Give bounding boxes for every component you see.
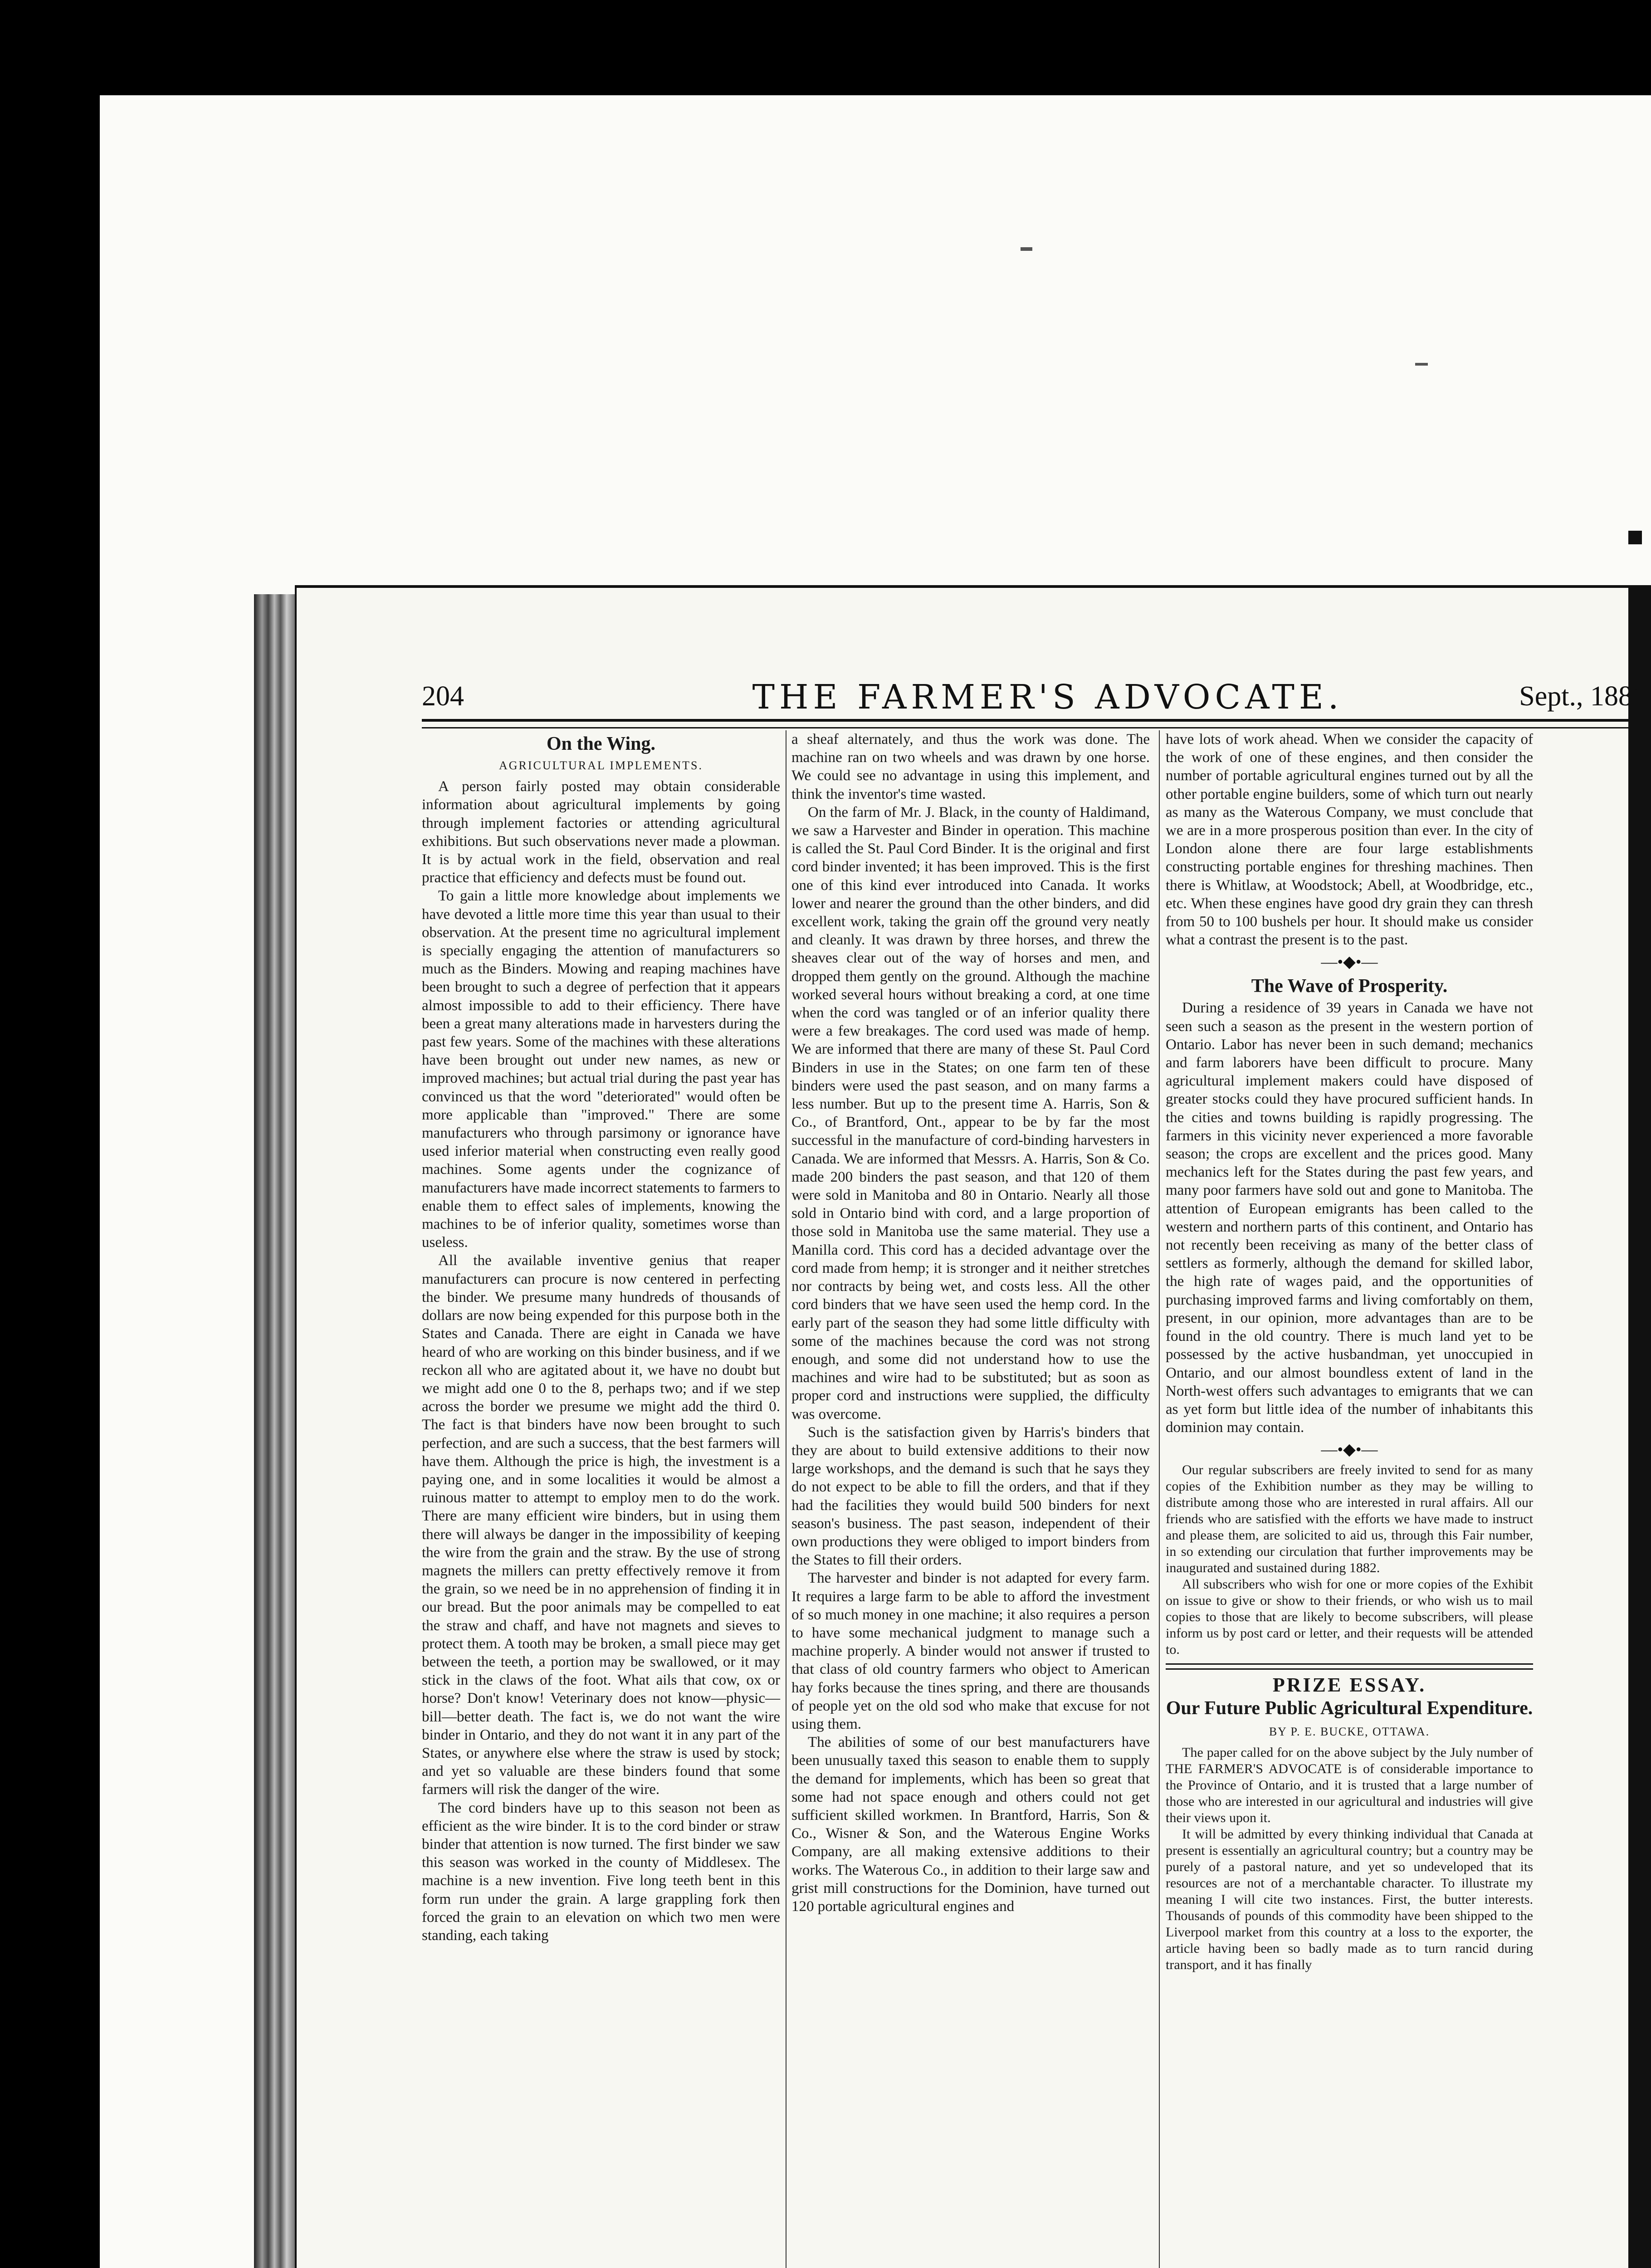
speck-mark — [1628, 531, 1642, 544]
paragraph: All the available inventive genius that reaper manufacturers can procure is now centered in perfecting the binder. We presume many hundreds of thousands of dollars are now being expended for this purpose both in the States and Canada. There are eight in Canada we have heard of who are working on this binder business, and if we reckon all who are agitated about it, we have no doubt but we might add one 0 to the 8, perhaps two; and if we step across the border we presume we might add the third 0. The fact is that binders have now been brought to such perfection, and are such a success, that the best farmers will have them. Although the price is high, the investment is a paying one, and in some localities it would be almost a ruinous matter to attempt to employ men to do the work. There are many efficient wire binders, but in using them there will always be danger in the impossibility of keeping the wire from the grain and the straw. By the use of strong magnets the millers can pretty effectively remove it from the grain, so we need be in no apprehension of finding it in our bread. But the poor animals may be compelled to eat the straw and chaff, and have not magnets and sieves to protect them. A tooth may be broken, a small piece may get between the teeth, a portion may be swallowed, or it may stick in the claws of the foot. What ails that cow, ox or horse? Don't know! Veterinary does not know—physic—bill—better death. The fact is, we do not want the wire binder in Ontario, and they do not want it in any part of the States, or anywhere else where the straw is used by stock; and yet so valuable are these binders found that some farmers will risk the danger of the wire. — [422, 1252, 780, 1798]
article-subtitle: AGRICULTURAL IMPLEMENTS. — [499, 759, 703, 772]
paragraph: a sheaf alternately, and thus the work was done. The machine ran on two wheels and was drawn by one horse. We could see no advantage in using this implement, and think the inventor's time wasted. — [791, 731, 1150, 802]
column-2 — [791, 730, 1150, 1916]
paragraph: During a residence of 39 years in Canada we have not seen such a season as the present in the western portion of Ontario. Labor has never been in such demand; mechanics and farm laborers have been difficult to procure. Many agricultural implement makers could have disposed of greater stocks could they have procured sufficient hands. In the cities and towns building is rapidly progressing. The farmers in this vicinity never experienced a more favorable season; the crops are excellent and the prices good. Many mechanics left for the States during the past few years, and many poor farmers have sold out and gone to Manitoba. The attention of European emigrants has been called to the western and northern parts of this continent, and Ontario has not recently been receiving as many of the better class of settlers as formerly, although the demand for skilled labor, the high rate of wages paid, and the opportunities of purchasing improved farms and living comfortably on them, present, in our opinion, more advantages than are to be found in the old country. There is much land yet to be possessed by the active husbandman, yet unoccupied in Ontario, and our almost boundless extent of land in the North-west offers such advantages to emigrants that we can as yet form but little idea of the number of inhabitants this dominion may contain. — [1166, 1000, 1533, 1436]
notice-paragraph: Our regular subscribers are freely invited to send for as many copies of the Exhibition number as they may be willing to distribute among those who are interested in rural affairs. All our friends who are satisfied with the efforts we have made to instruct and please them, are solicited to aid us, through this Fair number, in so extending our circulation that further improvements may be inaugurated and sustained during 1882. — [1166, 1462, 1533, 1576]
article-title: On the Wing. — [546, 733, 656, 754]
paragraph: On the farm of Mr. J. Black, in the county of Haldimand, we saw a Harvester and Binder in operation. This machine is called the St. Paul Cord Binder. It is the original and first cord binder invented; it has been improved. This is the first one of this kind ever introduced into Canada. It works lower and nearer the ground than the other binders, and did excellent work, taking the grain off the ground very neatly and cleanly. It was drawn by three horses, and threw the sheaves clear out of the way of horses and men, and dropped them gently on the ground. Although the machine worked several hours without breaking a cord, at one time when the cord was tangled or of an inferior quality there were a few breakages. The cord used was made of hemp. We are informed that there are many of these St. Paul Cord Binders in use in the States; on one farm ten of these binders were used the past season, and on many farms a less number. But up to the present time A. Harris, Son & Co., of Brantford, Ont., appear to be by far the most successful in the manufacture of cord-binding harvesters in Canada. We are informed that Messrs. A. Harris, Son & Co. made 200 binders the past season, and that 120 of them were sold in Manitoba and 80 in Ontario. Nearly all those sold in Ontario bind with cord, and a large proportion of those sold in Manitoba use the same material. They use a Manilla cord. This cord has a decided advantage over the cord made from hemp; it is stronger and it neither stretches nor contracts by being wet, and costs less. All the other cord binders that we have seen used the hemp cord. In the early part of the season they had some little difficulty with some of the machines because the cord was not strong enough, and some did not understand how to use the machines and wire had to be substituted; but as soon as proper cord and instructions were supplied, the difficulty was overcome. — [791, 804, 1150, 1422]
masthead-rule — [422, 719, 1646, 728]
paragraph: Such is the satisfaction given by Harris's binders that they are about to build extensive additions to their now large workshops, and the demand is such that he says they do not expect to be able to fill the orders, and that if they had the facilities they would build 500 binders for next season's business. The past season, independent of their own productions they were obliged to import binders from the States to fill their orders. — [791, 1424, 1150, 1569]
paragraph: have lots of work ahead. When we consider the capacity of the work of one of these engines, and then consider the number of portable agricultural engines turned out by all the other portable engine builders, some of which turn out nearly as many as the Waterous Company, we must conclude that we are in a more prosperous position than ever. In the city of London alone there are four large establishments constructing portable engines for threshing machines. Then there is Whitlaw, at Woodstock; Abell, at Woodbridge, etc., etc. When these engines have good dry grain they can thresh from 50 to 100 bushels per hour. It should make us consider what a contrast the present is to the past. — [1166, 731, 1533, 948]
page-number: 204 — [422, 681, 464, 712]
article-title: The Wave of Prosperity. — [1251, 976, 1448, 997]
column-divider — [1159, 730, 1160, 2268]
section-ornament: —•◆•— — [1321, 1440, 1378, 1459]
journal-title: THE FARMER'S ADVOCATE. — [752, 678, 1343, 717]
notice-paragraph: All subscribers who wish for one or more copies of the Exhibit on issue to give or show to their friends, or who wish us to mail copies to those that are likely to become subscribers, will please inform us by post card or letter, and their requests will be attended to. — [1166, 1577, 1533, 1657]
paragraph: It will be admitted by every thinking individual that Canada at present is essentially an agricultural country; but a country may be purely of a pastoral nature, and yet so undeveloped that its resources are not of a merchantable character. To illustrate my meaning I will cite two instances. First, the butter interests. Thousands of pounds of this commodity have been shipped to the Liverpool market from this country at a loss to the exporter, the article having been so badly made as to turn rancid during transport, and it has finally — [1166, 1826, 1533, 1972]
essay-heading: PRIZE ESSAY. — [1272, 1674, 1426, 1696]
paragraph: The abilities of some of our best manufacturers have been unusually taxed this season to enable them to supply the demand for implements, which has been so great that some had not space enough and others could not get sufficient skilled workmen. In Brantford, Harris, Son & Co., Wisner & Son, and the Waterous Engine Works Company, are all making extensive additions to their works. The Waterous Co., in addition to their large saw and grist mill constructions for the Dominion, have turned out 120 portable agricultural engines and — [791, 1734, 1150, 1915]
essay-title: Our Future Public Agricultural Expenditure. — [1166, 1697, 1533, 1719]
paragraph: A person fairly posted may obtain considerable information about agricultural implements by going through implement factories or attending agricultural exhibitions. But such observations never made a plowman. It is by actual work in the field, observation and real practice that efficiency and defects must be found out. — [422, 778, 780, 886]
facing-page-edge — [1628, 585, 1651, 2268]
essay-byline: BY P. E. BUCKE, OTTAWA. — [1269, 1725, 1430, 1738]
column-3 — [1166, 730, 1533, 1973]
paragraph: The paper called for on the above subject by the July number of THE FARMER'S ADVOCATE is of considerable importance to the Province of Ontario, and it is trusted that a large number of those who are interested in our agricultural and industries will give their views upon it. — [1166, 1745, 1533, 1825]
paragraph: The cord binders have up to this season not been as efficient as the wire binder. It is to the cord binder or straw binder that attention is now turned. The first binder we saw this season was worked in the county of Middlesex. The machine is a new invention. Five long teeth bent in this form run under the grain. A large grappling fork then forced the grain to an elevation on which two men were standing, each taking — [422, 1799, 780, 1944]
paragraph: To gain a little more knowledge about implements we have devoted a little more time this year than usual to their observation. At the present time no agricultural implement is specially engaging the attention of manufacturers so much as the Binders. Mowing and reaping machines have been brought to such a degree of perfection that it appears almost impossible to add to their efficiency. There have been a great many alterations made in harvesters during the past few years. Some of the machines with these alterations have been brought out under new names, as new or improved machines; but actual trial during the past year has convinced us that the word "deteriorated" would often be more applicable than "improved." There are some manufacturers who through parsimony or ignorance have used inferior material when constructing even really good machines. Some agents under the cognizance of manufacturers have made incorrect statements to farmers to enable them to effect sales of implements, knowing the machines to be of inferior quality, sometimes worse than useless. — [422, 888, 780, 1251]
column-1 — [422, 730, 780, 1945]
section-ornament: —•◆•— — [1321, 953, 1378, 971]
speck-mark — [1021, 247, 1032, 251]
masthead — [422, 680, 1646, 721]
book-binding-gutter — [254, 594, 295, 2268]
section-rule — [1166, 1663, 1533, 1670]
paragraph: The harvester and binder is not adapted for every farm. It requires a large farm to be able to afford the investment of so much money in one machine; it also requires a person to have some mechanical judgment to manage such a machine properly. A binder would not answer if trusted to that class of old country farmers who object to American hay forks because the tines spring, and there are thousands of people yet on the old sod who make that excuse for not using them. — [791, 1570, 1150, 1732]
issue-date: Sept., 1881 — [1519, 681, 1646, 712]
speck-mark — [1415, 363, 1428, 366]
